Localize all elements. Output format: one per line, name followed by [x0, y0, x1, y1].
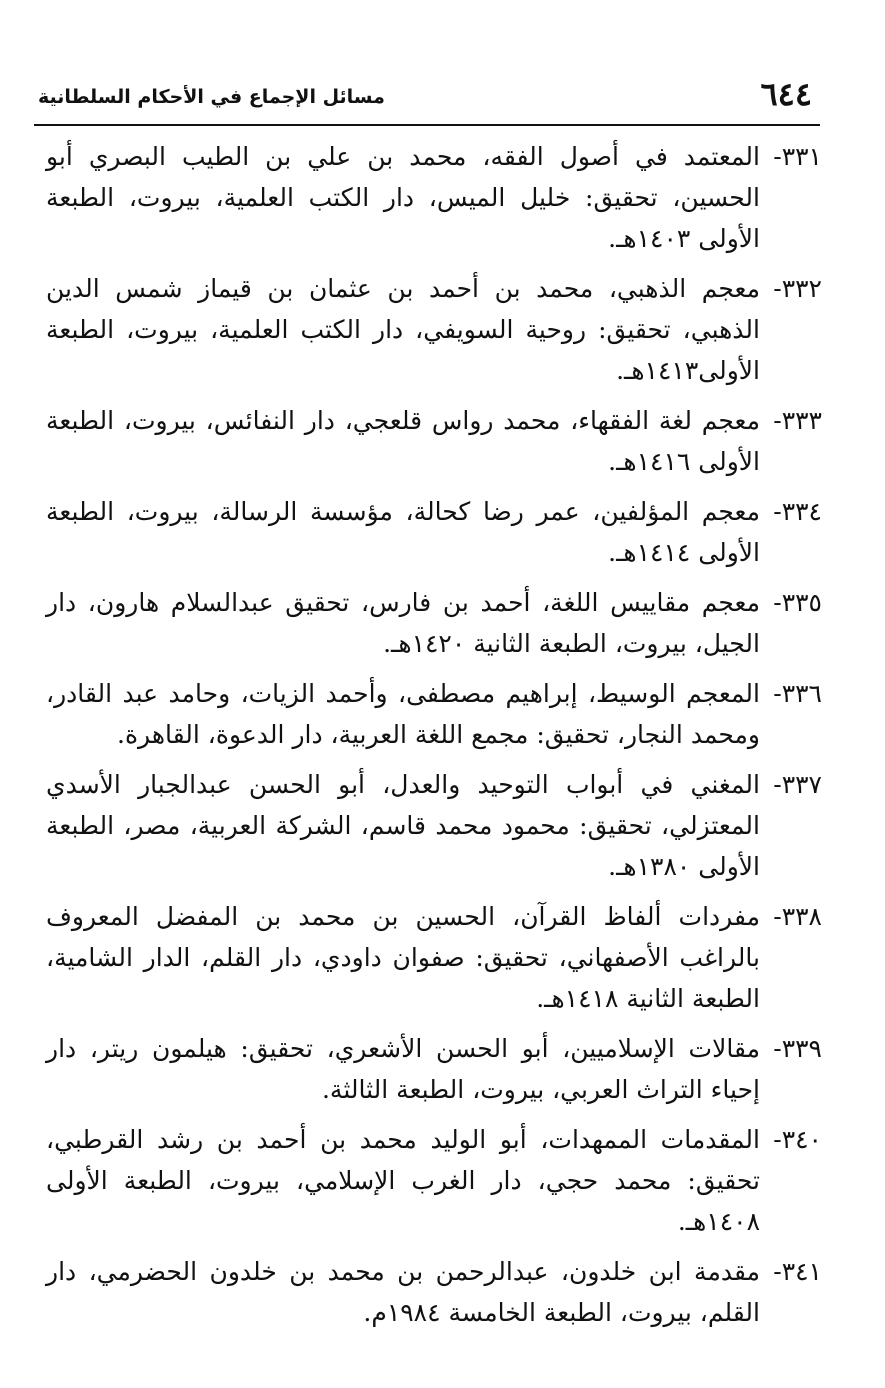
bibliography-entry	[46, 1028, 822, 1110]
entry-number: ٣٣١-	[773, 142, 822, 171]
bibliography-entry	[46, 268, 822, 391]
entry-text: معجم لغة الفقهاء، محمد رواس قلعجي، دار النفائس، بيروت، الطبعة الأولى ١٤١٦هـ.	[46, 406, 760, 476]
entry-text: مقدمة ابن خلدون، عبدالرحمن بن محمد بن خلدون الحضرمي، دار القلم، بيروت، الطبعة الخامسة ١٩٨٤م.	[46, 1257, 760, 1327]
entry-number: ٣٣٦-	[773, 679, 822, 708]
bibliography-list	[46, 136, 822, 1342]
bibliography-entry	[46, 400, 822, 482]
bibliography-entry	[46, 673, 822, 755]
bibliography-entry	[46, 491, 822, 573]
bibliography-entry	[46, 1251, 822, 1333]
entry-text: المعجم الوسيط، إبراهيم مصطفى، وأحمد الزيات، وحامد عبد القادر، ومحمد النجار، تحقيق: مجمع اللغة العربية، دار الدعوة، القاهرة.	[46, 679, 760, 749]
entry-text: معجم المؤلفين، عمر رضا كحالة، مؤسسة الرسالة، بيروت، الطبعة الأولى ١٤١٤هـ.	[46, 497, 760, 567]
entry-text: المغني في أبواب التوحيد والعدل، أبو الحسن عبدالجبار الأسدي المعتزلي، تحقيق: محمود محمد قاسم، الشركة العربية، مصر، الطبعة الأولى ١٣٨٠هـ.	[46, 770, 760, 881]
entry-number: ٣٣٢-	[773, 274, 822, 303]
entry-text: معجم الذهبي، محمد بن أحمد بن عثمان بن قيماز شمس الدين الذهبي، تحقيق: روحية السويفي، دار الكتب العلمية، بيروت، الطبعة الأولى١٤١٣هـ.	[46, 274, 760, 385]
entry-text: معجم مقاييس اللغة، أحمد بن فارس، تحقيق عبدالسلام هارون، دار الجيل، بيروت، الطبعة الثانية ١٤٢٠هـ.	[46, 588, 760, 658]
bibliography-entry	[46, 764, 822, 887]
entry-text: المعتمد في أصول الفقه، محمد بن علي بن الطيب البصري أبو الحسين، تحقيق: خليل الميس، دار الكتب العلمية، بيروت، الطبعة الأولى ١٤٠٣هـ.	[46, 142, 760, 253]
bibliography-entry	[46, 136, 822, 259]
entry-number: ٣٣٥-	[773, 588, 822, 617]
header-divider	[34, 124, 820, 126]
entry-number: ٣٤٠-	[773, 1125, 822, 1154]
running-title: مسائل الإجماع في الأحكام السلطانية	[38, 86, 385, 108]
entry-number: ٣٣٩-	[773, 1034, 822, 1063]
entry-number: ٣٣٧-	[773, 770, 822, 799]
entry-text: المقدمات الممهدات، أبو الوليد محمد بن أحمد بن رشد القرطبي، تحقيق: محمد حجي، دار الغرب الإسلامي، بيروت، الطبعة الأولى ١٤٠٨هـ.	[46, 1125, 760, 1236]
page-number: ٦٤٤	[760, 75, 812, 113]
entry-text: مقالات الإسلاميين، أبو الحسن الأشعري، تحقيق: هيلمون ريتر، دار إحياء التراث العربي، بيروت، الطبعة الثالثة.	[46, 1034, 760, 1104]
bibliography-entry	[46, 582, 822, 664]
entry-number: ٣٣٣-	[773, 406, 822, 435]
entry-number: ٣٤١-	[773, 1257, 822, 1286]
bibliography-entry	[46, 896, 822, 1019]
bibliography-entry	[46, 1119, 822, 1242]
page-header	[34, 72, 820, 122]
entry-number: ٣٣٤-	[773, 497, 822, 526]
entry-text: مفردات ألفاظ القرآن، الحسين بن محمد بن المفضل المعروف بالراغب الأصفهاني، تحقيق: صفوان داودي، دار القلم، الدار الشامية، الطبعة الثانية ١٤١٨هـ.	[46, 902, 760, 1013]
entry-number: ٣٣٨-	[773, 902, 822, 931]
